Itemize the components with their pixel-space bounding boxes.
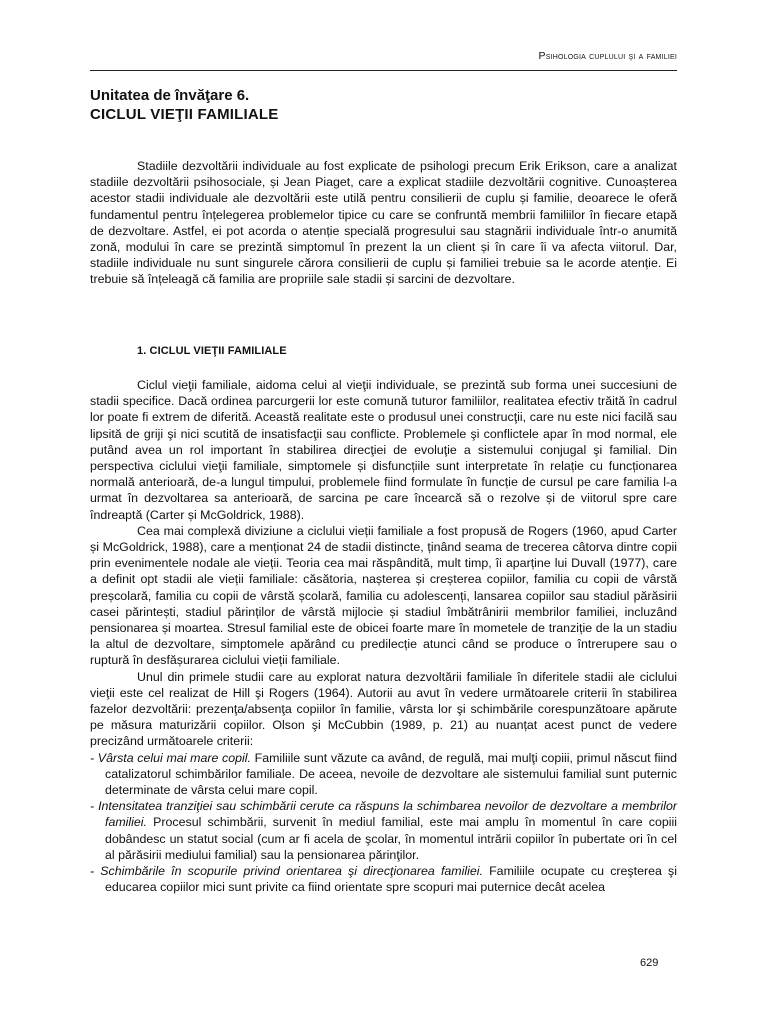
- intro-paragraph: Stadiile dezvoltării individuale au fost explicate de psihologi precum Erik Erikson, care a analizat stadiile dezvoltării psihosociale, și Jean Piaget, care a explicat stadiile dezvoltării cognitive. Cunoașterea acestor stadii individuale ale dezvoltării este utilă pentru consilierii de cuplu și familie, deoarece le oferă fundamentul pentru înțelegerea problemelor tipice cu care se confruntă membrii familiilor în fiecare etapă de dezvoltare. Astfel, ei pot acorda o atenție specială progresului sau stagnării individuale într-o anumită zonă, modului în care se prezintă simptomul în prezent la un client și în care îi va afecta viitorul. Dar, stadiile individuale nu sunt singurele cărora consilierii de cuplu și familiei trebuie sa le acorde atenție. Ei trebuie să înțeleagă că familia are propriile sale stadii și sarcini de dezvoltare.: [90, 159, 677, 287]
- section-heading: 1. CICLUL VIEŢII FAMILIALE: [137, 345, 287, 357]
- criteria-lead: - Intensitatea tranziţiei sau schimbării cerute ca răspuns la schimbarea nevoilor de dezvoltare a membrilor familiei.: [90, 799, 677, 830]
- criteria-item: [90, 863, 677, 895]
- criteria-text: Familiile sunt văzute ca având, de regulă, mai mulţi copiii, primul născut fiind catalizatorul schimbărilor familiale. De aceea, nevoile de dezvoltare ale sistemului familial sunt puternic determinate de vârsta celui mare copil.: [105, 750, 677, 798]
- running-header: Psihologia cuplului şi a familiei: [538, 50, 677, 62]
- page-number: 629: [640, 957, 659, 969]
- criteria-item: [90, 798, 677, 863]
- criteria-text: Familiile ocupate cu creşterea şi educarea copiilor mici sunt privite ca fiind orientate spre scopuri mai puternice decât acelea: [105, 864, 677, 895]
- criteria-text: Procesul schimbării, survenit în mediul familial, este mai amplu în momentul în care copiii dobândesc un statut social (cum ar fi acela de şcolar, în momentul intrării copiilor în pubertate ori în cel al părăsirii mediului familial) sau la pensionarea părinţilor.: [105, 815, 677, 862]
- header-rule: [90, 70, 677, 71]
- paragraph: Ciclul vieţii familiale, aidoma celui al vieţii individuale, se prezintă sub forma unei succesiuni de stadii specifice. Dacă ordinea parcurgerii lor este comună tuturor familiilor, realitatea efectiv trăită în cadrul lor poate fi extrem de diferită. Această realitate este o produsul unei construcţii, care nu este nici facilă sau lipsită de griji şi nici scutită de insatisfacţii sau conflicte. Problemele şi conflictele apar în mod normal, ele putând avea un rol important în stabilirea direcţiei de evoluţie a sistemului conjugal şi familial. Din perspectiva ciclului vieţii familiale, simptomele și disfuncțiile sunt interpretate în relație cu funcționarea normală anterioară, de-a lungul timpului, problemele fiind formulate în funcție de cursul pe care familia l-a urmat în dezvoltarea sa anterioară, de sarcina pe care încearcă să o rezolve și de viitorul spre care îndreaptă (Carter și McGoldrick, 1988).: [90, 378, 677, 522]
- criteria-lead: - Schimbările în scopurile privind orientarea şi direcţionarea familiei.: [90, 864, 483, 879]
- unit-label: Unitatea de învăţare 6.: [90, 87, 250, 104]
- paragraph: Unul din primele studii care au explorat natura dezvoltării familiale în diferitele stadii ale ciclului vieţii este cel realizat de Hill şi Rogers (1964). Autorii au avut în vedere următoarele criterii în stabilirea fazelor dezvoltării: prezenţa/absenţa copiilor în familie, vârsta lor şi schimbările corespunzătoare apărute pe măsura maturizării copiilor. Olson şi McCubbin (1989, p. 21) au nuanțat acest punct de vedere precizând următoarele criterii:: [90, 669, 677, 749]
- criteria-lead: - Vârsta celui mai mare copil.: [90, 750, 251, 765]
- criteria-item: [90, 750, 677, 799]
- chapter-title: CICLUL VIEŢII FAMILIALE: [90, 106, 279, 123]
- main-text: [90, 377, 677, 896]
- paragraph: Cea mai complexă diviziune a ciclului vieții familiale a fost propusă de Rogers (1960, apud Carter și McGoldrick, 1988), care a menționat 24 de stadii distincte, ținând seama de trecerea câtorva dintre copii prin evenimentele nodale ale vieții. Teoria cea mai răspândită, mult timp, îi aparține lui Duvall (1977), care a definit opt stadii ale vieții familiale: căsătoria, nașterea și creșterea copiilor, familia cu copii de vârstă preșcolară, familia cu copii de vârstă școlară, familia cu adolescenți, lansarea copiilor sau stadiul părăsirii casei părintești, stadiul părinților de vârstă mijlocie și stadiul îmbătrânirii membrilor familiei, incluzând pensionarea și moartea. Stresul familial este de obicei foarte mare în mometele de tranziție de la un stadiu la altul de dezvoltare, simptomele apărând cu predilecție atunci când se produce o întrerupere sau o ruptură în desfășurarea ciclului vieții familiale.: [90, 523, 677, 668]
